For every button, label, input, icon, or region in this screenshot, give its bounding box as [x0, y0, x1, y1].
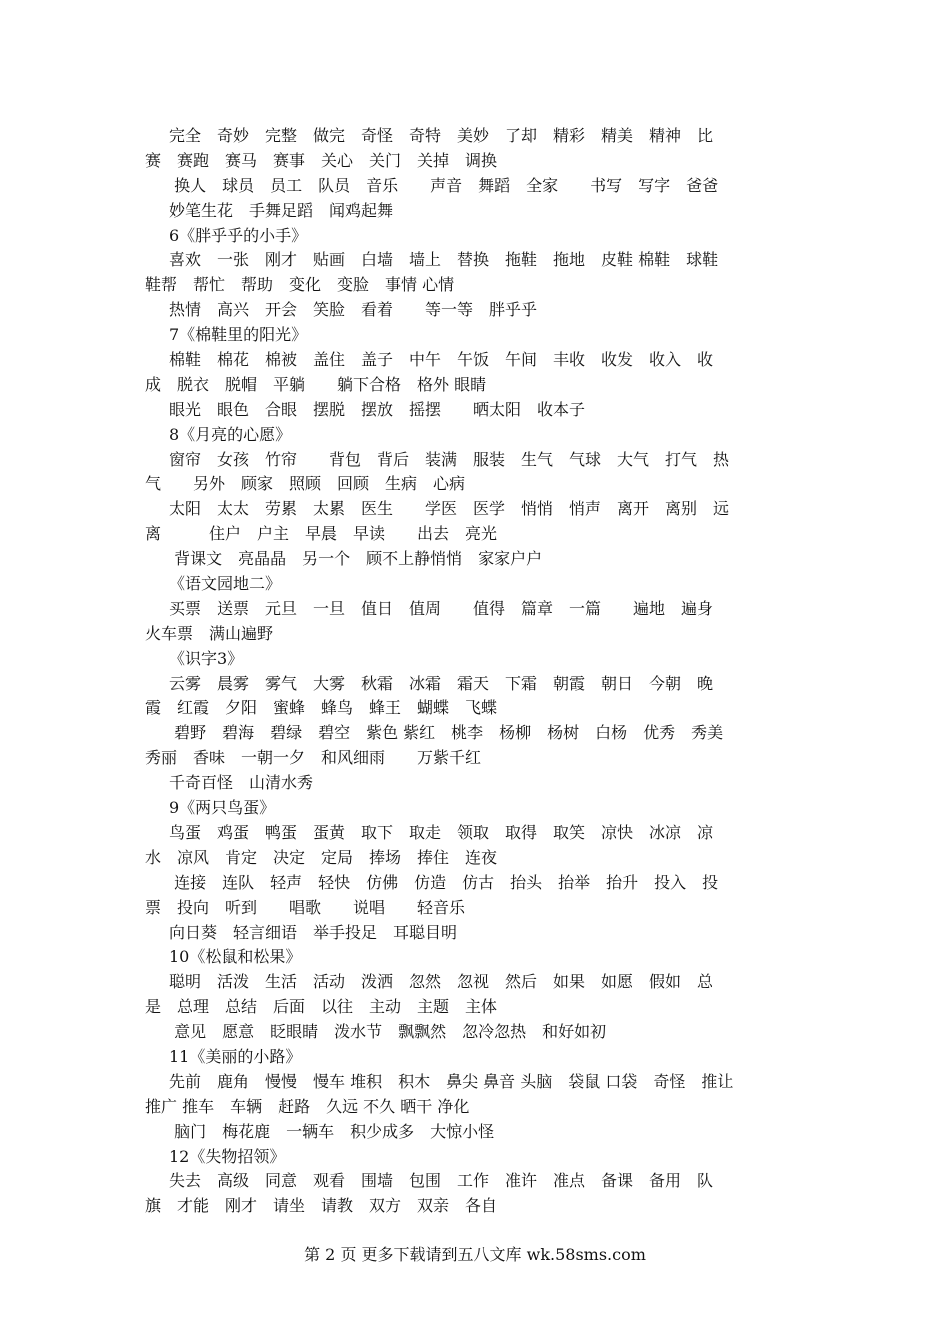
text-line: 背课文 亮晶晶 另一个 顾不上静悄悄 家家户户 — [169, 549, 543, 569]
text-line: 完全 奇妙 完整 做完 奇怪 奇特 美妙 了却 精彩 精美 精神 比 — [169, 126, 714, 145]
text-line: 6《胖乎乎的小手》 — [169, 225, 308, 245]
text-line: 先前 鹿角 慢慢 慢车 堆积 积木 鼻尖 鼻音 头脑 袋鼠 口袋 奇怪 推让 — [169, 1071, 734, 1091]
text-line: 眼光 眼色 合眼 摆脱 摆放 摇摆 晒太阳 收本子 — [169, 399, 586, 419]
text-line: 气 另外 顾家 照顾 回顾 生病 心病 — [145, 474, 466, 494]
text-line: 千奇百怪 山清水秀 — [169, 773, 314, 793]
document-body — [145, 124, 809, 1219]
text-line: 热情 高兴 开会 笑脸 看着 等一等 胖乎乎 — [169, 300, 538, 320]
text-line: 霞 红霞 夕阳 蜜蜂 蜂鸟 蜂王 蝴蝶 飞蝶 — [145, 698, 498, 718]
text-line: 票 投向 听到 唱歌 说唱 轻音乐 — [145, 897, 466, 917]
text-line: 鞋帮 帮忙 帮助 变化 变脸 事情 心情 — [145, 275, 455, 295]
text-line: 《语文园地二》 — [169, 574, 282, 594]
text-line: 意见 愿意 眨眼睛 泼水节 飘飘然 忽冷忽热 和好如初 — [169, 1022, 607, 1042]
text-line: 旗 才能 刚才 请坐 请教 双方 双亲 各自 — [145, 1196, 498, 1216]
text-line: 云雾 晨雾 雾气 大雾 秋霜 冰霜 霜天 下霜 朝霞 朝日 今朝 晚 — [169, 673, 714, 693]
text-line: 9《两只鸟蛋》 — [169, 798, 276, 818]
text-line: 向日葵 轻言细语 举手投足 耳聪目明 — [169, 922, 458, 942]
text-line: 11《美丽的小路》 — [169, 1046, 302, 1066]
text-line: 7《棉鞋里的阳光》 — [169, 325, 308, 345]
text-line: 10《松鼠和松果》 — [169, 947, 302, 967]
text-line: 推广 推车 车辆 赶路 久远 不久 晒干 净化 — [145, 1096, 470, 1116]
text-line: 太阳 太太 劳累 太累 医生 学医 医学 悄悄 悄声 离开 离别 远 — [169, 499, 730, 519]
text-line: 失去 高级 同意 观看 围墙 包围 工作 准许 准点 备课 备用 队 — [169, 1171, 714, 1191]
text-line: 妙笔生花 手舞足蹈 闻鸡起舞 — [169, 200, 394, 220]
text-line: 火车票 满山遍野 — [145, 623, 274, 643]
text-line: 离 住户 户主 早晨 早读 出去 亮光 — [145, 524, 498, 544]
text-line: 成 脱衣 脱帽 平躺 躺下合格 格外 眼睛 — [145, 374, 487, 394]
text-line: 12《失物招领》 — [169, 1146, 286, 1166]
page-footer: 第 2 页 更多下载请到五八文库 wk.58sms.com — [304, 1245, 646, 1264]
text-line: 是 总理 总结 后面 以往 主动 主题 主体 — [145, 997, 498, 1017]
text-line: 水 凉风 肯定 决定 定局 捧场 捧住 连夜 — [145, 847, 498, 867]
text-line: 喜欢 一张 刚才 贴画 白墙 墙上 替换 拖鞋 拖地 皮鞋 棉鞋 球鞋 — [169, 250, 719, 270]
text-line: 窗帘 女孩 竹帘 背包 背后 装满 服装 生气 气球 大气 打气 热 — [169, 449, 730, 469]
text-line: 秀丽 香味 一朝一夕 和风细雨 万紫千红 — [145, 748, 482, 768]
text-line: 鸟蛋 鸡蛋 鸭蛋 蛋黄 取下 取走 领取 取得 取笑 凉快 冰凉 凉 — [169, 822, 714, 842]
text-line: 赛 赛跑 赛马 赛事 关心 关门 关掉 调换 — [145, 150, 498, 170]
text-line: 脑门 梅花鹿 一辆车 积少成多 大惊小怪 — [169, 1121, 495, 1141]
text-line: 《识字3》 — [169, 648, 244, 668]
text-line: 聪明 活泼 生活 活动 泼洒 忽然 忽视 然后 如果 如愿 假如 总 — [169, 972, 714, 992]
text-line: 碧野 碧海 碧绿 碧空 紫色 紫红 桃李 杨柳 杨树 白杨 优秀 秀美 — [169, 723, 724, 743]
text-line: 8《月亮的心愿》 — [169, 424, 292, 444]
text-line: 连接 连队 轻声 轻快 仿佛 仿造 仿古 抬头 抬举 抬升 投入 投 — [169, 872, 719, 892]
text-line: 换人 球员 员工 队员 音乐 声音 舞蹈 全家 书写 写字 爸爸 — [169, 175, 719, 195]
text-line: 棉鞋 棉花 棉被 盖住 盖子 中午 午饭 午间 丰收 收发 收入 收 — [169, 350, 714, 370]
text-line: 买票 送票 元旦 一旦 值日 值周 值得 篇章 一篇 遍地 遍身 — [169, 598, 714, 618]
